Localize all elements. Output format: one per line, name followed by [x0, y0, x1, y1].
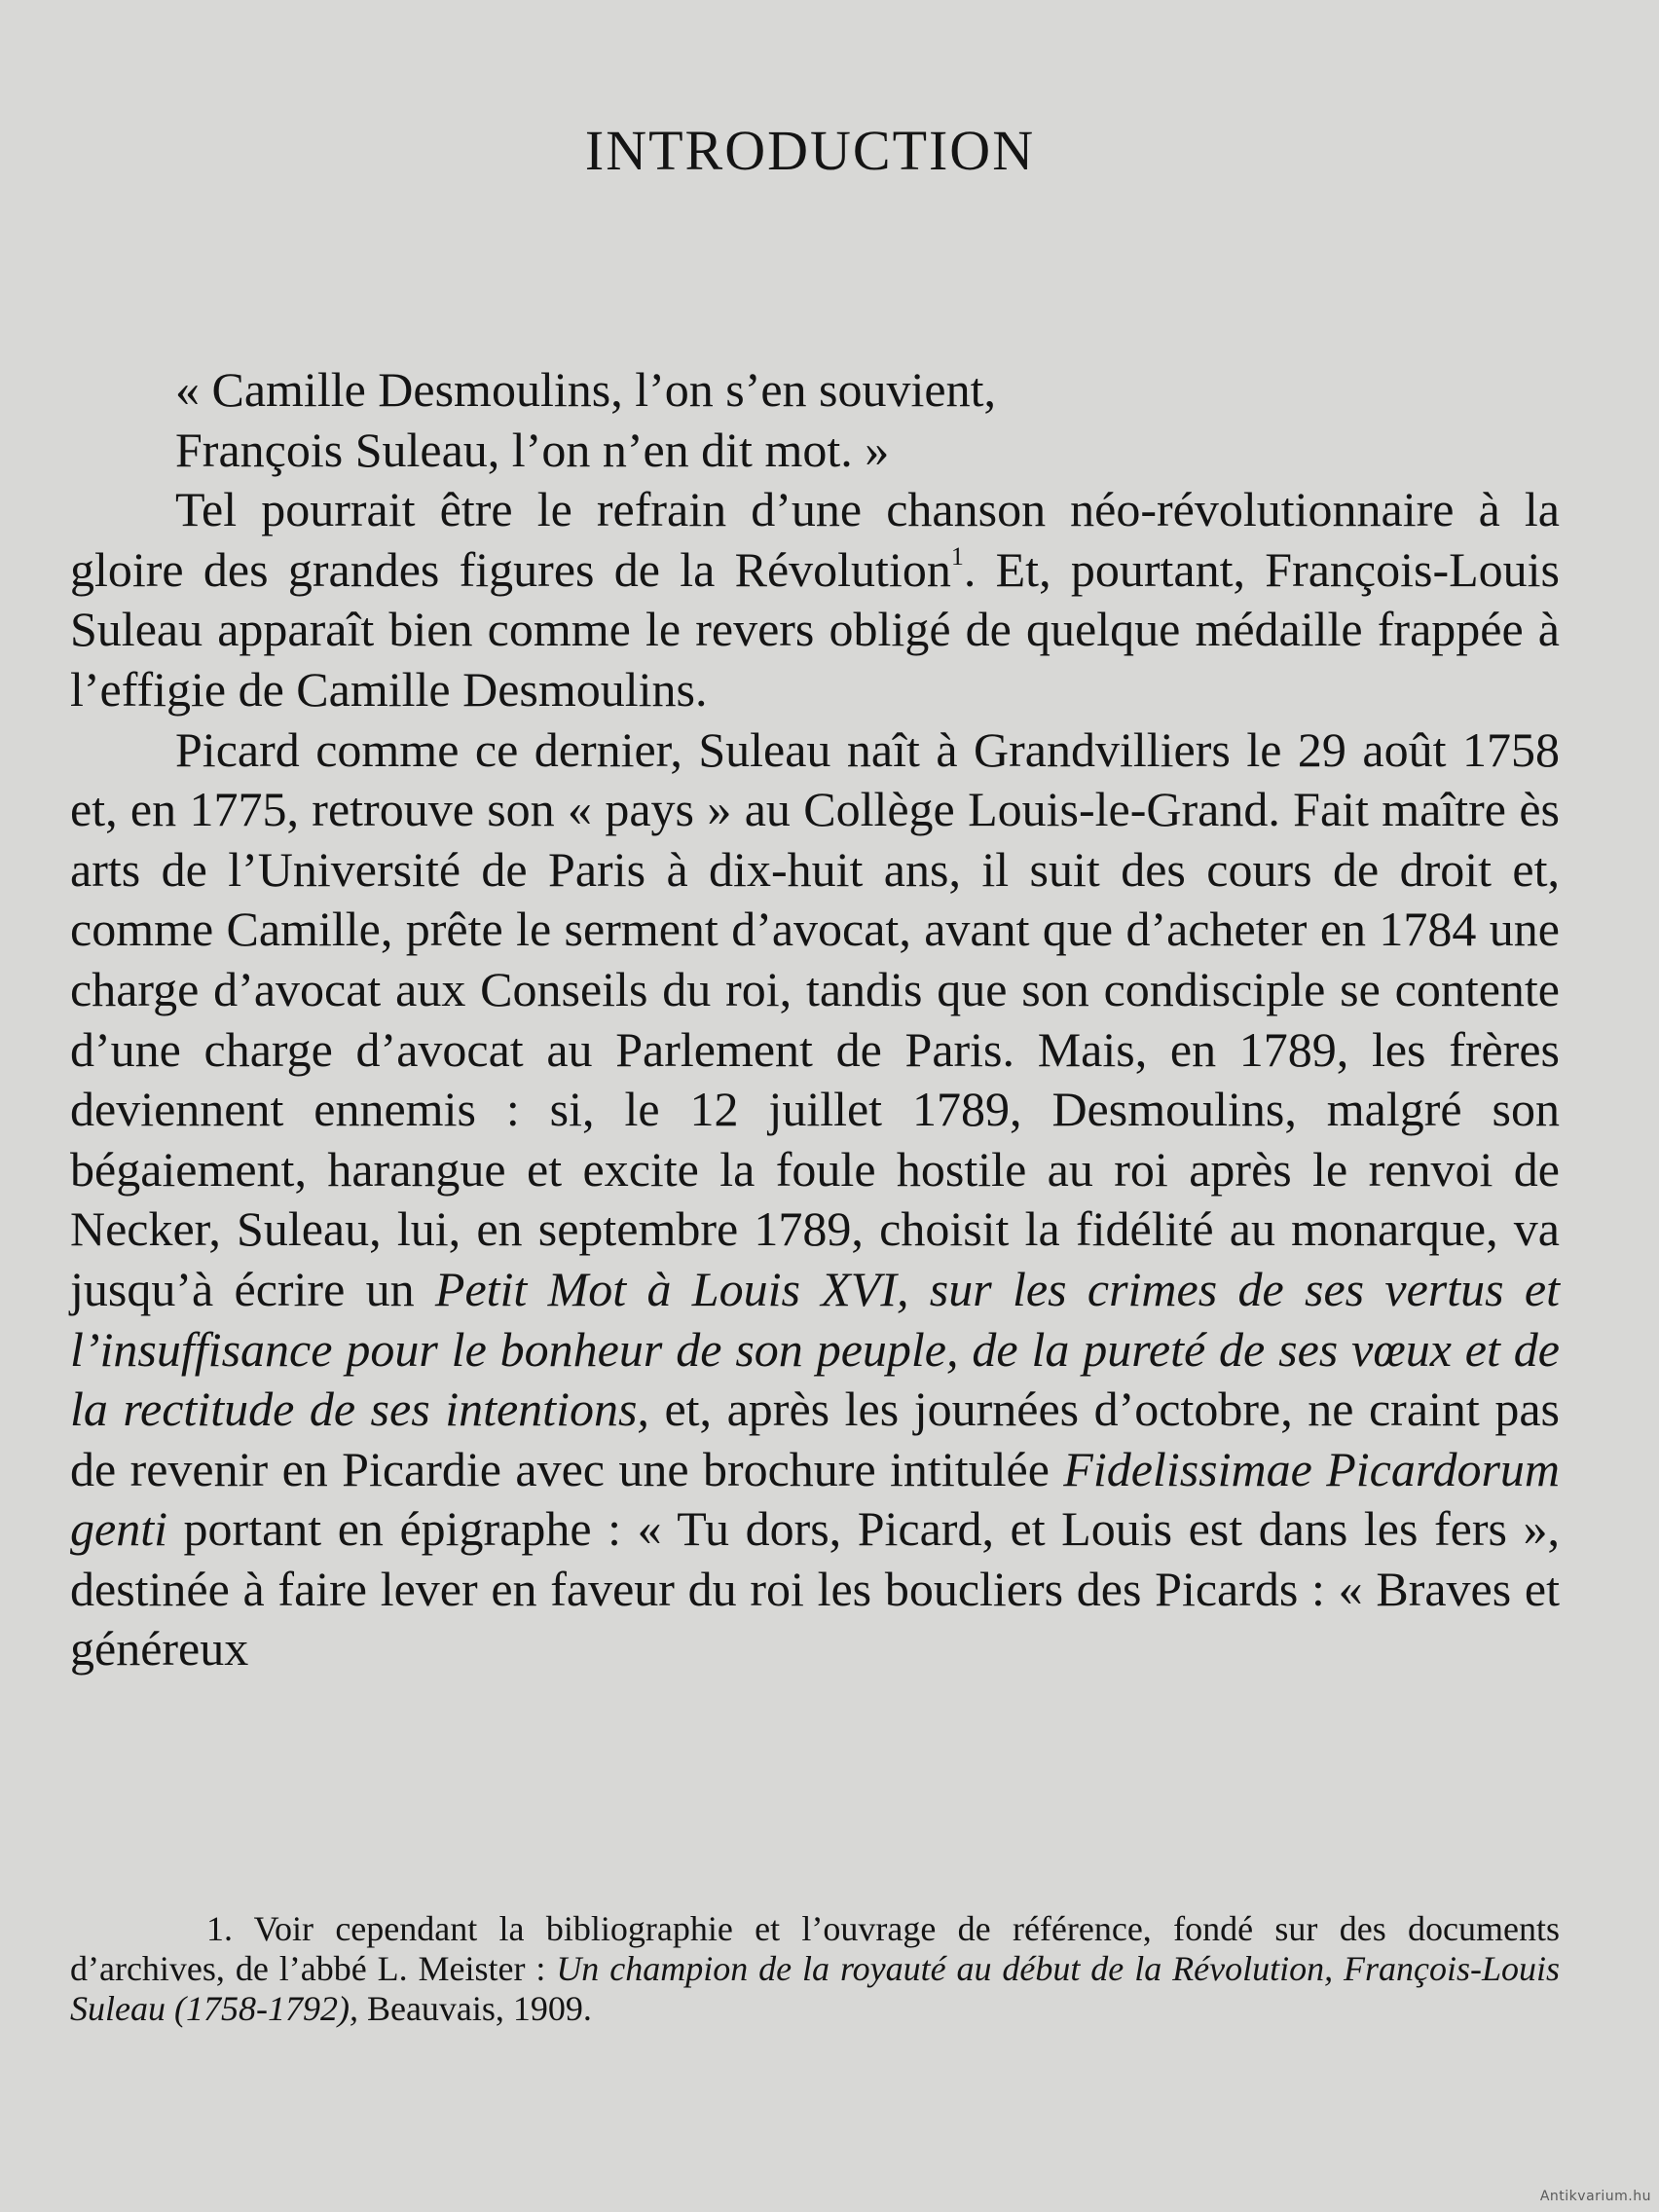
paragraph-2-title-petit-mot: Petit Mot à Louis XVI, sur les crimes de ses vertus et l’insuffisance pour le bonheur de son peuple, de la pureté de ses vœux et de la rectitude de ses intentions,: [70, 1261, 1560, 1437]
footnote-text-a: 1. Voir cependant la bibliographie et l’ouvrage de référence, fondé sur des documents d’archives, de l’abbé L. Meister :: [70, 1909, 1560, 1988]
footnote-text-b: Beauvais, 1909.: [357, 1989, 592, 2028]
footnote-book-title: Un champion de la royauté au début de la Révolution, François-Louis Suleau (1758-1792),: [70, 1949, 1560, 2028]
paragraph-1: [70, 480, 1560, 719]
watermark: Antikvarium.hu: [1539, 2189, 1651, 2204]
page-title: INTRODUCTION: [584, 119, 1036, 182]
footnote-reference: 1: [950, 541, 964, 571]
paragraph-2-text-a: Picard comme ce dernier, Suleau naît à Grandvilliers le 29 août 1758 et, en 1775, retrouve son « pays » au Collège Louis-le-Grand. Fait maître ès arts de l’Université de Paris à dix-huit ans, il suit des cours de droit et, comme Camille, prête le serment d’avocat, avant que d’acheter en 1784 une charge d’avocat aux Conseils du roi, tandis que son condisciple se contente d’une charge d’avocat au Parlement de Paris. Mais, en 1789, les frères deviennent ennemis : si, le 12 juillet 1789, Desmoulins, malgré son bégaiement, harangue et excite la foule hostile au roi après le renvoi de Necker, Suleau, lui, en septembre 1789, choisit la fidélité au monarque, va jusqu’à écrire un: [70, 721, 1560, 1316]
paragraph-1-text-continued: . Et, pourtant, François-Louis Suleau apparaît bien comme le revers obligé de quelque médaille frappée à l’effigie de Camille Desmoulins.: [70, 541, 1561, 717]
paragraph-2-text-b: et, après les journées d’octobre, ne craint pas de revenir en Picardie avec une brochure intitulée: [70, 1382, 1561, 1496]
verse-line-2: François Suleau, l’on n’en dit mot. »: [175, 422, 890, 477]
footnote: [70, 1909, 1560, 2029]
body-text: [70, 360, 1560, 1679]
verse-line-1: « Camille Desmoulins, l’on s’en souvient,: [175, 362, 996, 417]
paragraph-1-text: Tel pourrait être le refrain d’une chanson néo-révolutionnaire à la gloire des grandes figures de la Révolution: [70, 482, 1560, 597]
paragraph-2: [70, 720, 1560, 1680]
paragraph-2-text-c: portant en épigraphe : « Tu dors, Picard, et Louis est dans les fers », destinée à faire lever en faveur du roi les boucliers des Picards : « Braves et généreux: [70, 1501, 1560, 1677]
paragraph-2-title-fidelissimae: Fidelissimae Picardorum genti: [70, 1441, 1561, 1557]
